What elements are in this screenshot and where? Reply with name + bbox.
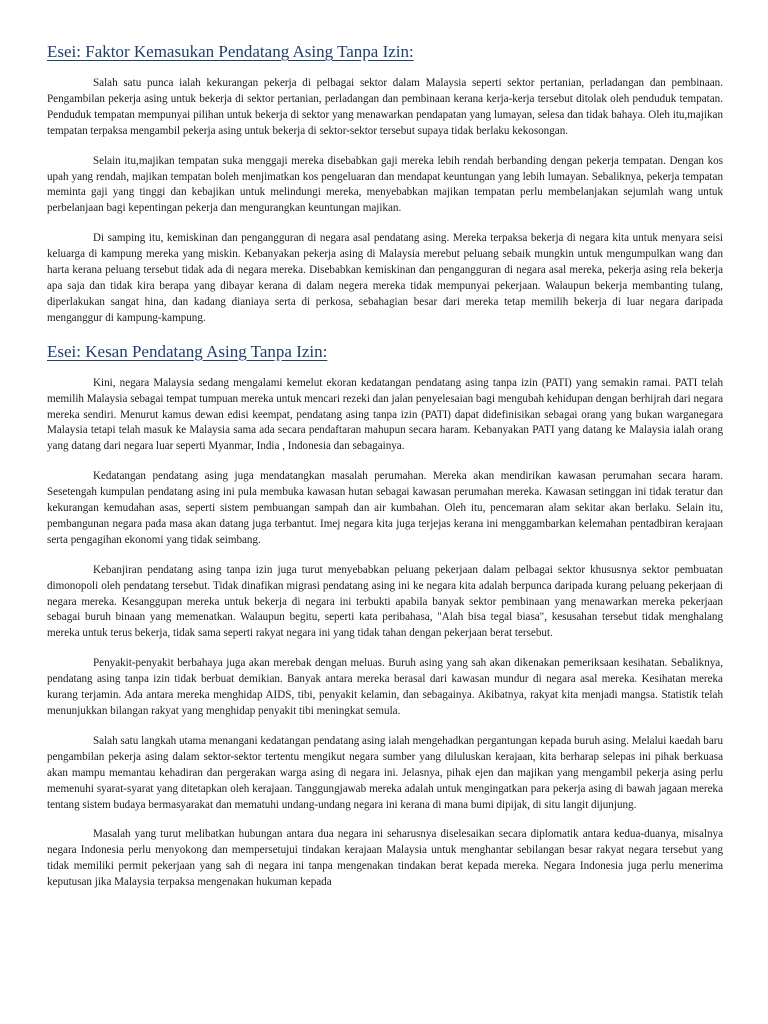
- paragraph: Salah satu punca ialah kekurangan pekerja di pelbagai sektor dalam Malaysia seperti sektor pertanian, perladangan dan pembinaan. Pengambilan pekerja asing untuk bekerja di sektor pertanian, perladangan dan pembinaan kerana kerja-kerja tersebut ditolak oleh penduduk tempatan. Penduduk tempatan mempunyai pilihan untuk bekerja di sektor yang menawarkan pendapatan yang lumayan, selesa dan tidak bahaya. Oleh itu,majikan tempatan terpaksa mengambil pekerja asing untuk bekerja di sektor-sektor tersebut supaya tidak berlaku kekosongan.: [47, 77, 723, 137]
- paragraph: Kebanjiran pendatang asing tanpa izin juga turut menyebabkan peluang pekerjaan dalam pelbagai sektor khususnya sektor pembuatan dimonopoli oleh pendatang tersebut. Tidak dinafikan migrasi pendatang asing ini ke negara kita adalah berpunca daripada kurang peluang pekerjaan di negara mereka. Kesanggupan mereka untuk bekerja di negara ini terbukti apabila banyak sektor pembinaan yang menawarkan mereka pekerjaan sebagai buruh binaan yang memenatkan. Walaupun begitu, seperti kata peribahasa, "Alah bisa tegal biasa", kesusahan tersebut tidak menghalang mereka untuk terus bekerja, tidak sama seperti rakyat negara ini yang tidak tahan dengan pekerjaan berat tersebut.: [47, 563, 723, 640]
- paragraph: Selain itu,majikan tempatan suka menggaji mereka disebabkan gaji mereka lebih rendah berbanding dengan pekerja tempatan. Dengan kos upah yang rendah, majikan tempatan boleh menjimatkan kos pengeluaran dan mendapat keuntungan yang lebih lumayan. Sebaliknya, pekerja tempatan meminta gaji yang tinggi dan kebajikan untuk melindungi mereka, menyebabkan majikan tempatan perlu membelanjakan sejumlah wang untuk perbelanjaan bagi kepentingan pekerja dan mengurangkan keuntungan majikan.: [47, 154, 723, 215]
- section-kesan: [47, 341, 723, 891]
- paragraph: Masalah yang turut melibatkan hubungan antara dua negara ini seharusnya diselesaikan secara diplomatik antara kedua-duanya, misalnya negara Indonesia perlu menyokong dan mempersetujui tindakan kerajaan Malaysia untuk menghantar sebilangan besar rakyat negara tersebut yang tidak memiliki permit pekerjaan yang sah di negara ini tanpa mengenakan tindakan berat kepada mereka. Negara Indonesia juga perlu menerima keputusan jika Malaysia terpaksa mengenakan hukuman kepada: [47, 828, 723, 889]
- paragraph: Kedatangan pendatang asing juga mendatangkan masalah perumahan. Mereka akan mendirikan kawasan perumahan secara haram. Sesetengah kumpulan pendatang asing ini pula membuka kawasan hutan sebagai kawasan perumahan mereka. Kawasan setinggan ini tidak teratur dan kekurangan kemudahan asas, seperti sistem pembuangan sampah dan air kumbahan. Oleh itu, pencemaran alam sekitar akan berlaku. Selain itu, pembangunan negara pada masa akan datang juga terbantut. Imej negara kita juga terjejas kerana ini menggambarkan kelemahan pentadbiran kerajaan serta pengagihan ekonomi yang tidak seimbang.: [47, 470, 723, 546]
- section-heading: Esei: Kesan Pendatang Asing Tanpa Izin:: [47, 341, 328, 361]
- paragraph: Salah satu langkah utama menangani kedatangan pendatang asing ialah mengehadkan pergantungan kepada buruh asing. Melalui kaedah baru pengambilan pekerja asing dalam sektor-sektor tertentu mengikut negara sumber yang diluluskan kerajaan, kita berharap selepas ini pihak berkuasa akan mampu memantau kehadiran dan pergerakan warga asing di negara ini. Jelasnya, pihak ejen dan majikan yang mengambil pekerja asing perlu memenuhi syarat-syarat yang ditetapkan oleh kerajaan. Tanggungjawab mereka adalah untuk mengingatkan para pekerja asing di bawah jagaan mereka tentang sistem budaya bermasyarakat dan mematuhi undang-undang negara ini kerana di mana bumi dipijak, di situ langit dijunjung.: [47, 734, 723, 811]
- paragraph: Di samping itu, kemiskinan dan pengangguran di negara asal pendatang asing. Mereka terpaksa bekerja di negara kita untuk menyara seisi keluarga di kampung mereka yang miskin. Kebanyakan pekerja asing di Malaysia merebut peluang sebaik mungkin untuk mengumpulkan wang dan harta kerana peluang tersebut tidak ada di negara mereka. Disebabkan kemiskinan dan pengangguran di negara asal mereka, pekerja asing rela bekerja apa saja dan tidak kira berapa yang dibayar kerana di dalam negera mereka tidak mempunyai pekerjaan. Walaupun bekerja membanting tulang, diperlakukan sangat hina, dan kadang dianiaya serta di perkosa, sebahagian besar dari mereka tetap memilih bekerja di luar negara daripada menganggur di kampung-kampung.: [47, 232, 723, 324]
- section-faktor: [47, 41, 723, 327]
- section-heading: Esei: Faktor Kemasukan Pendatang Asing Tanpa Izin:: [47, 42, 414, 61]
- paragraph: Penyakit-penyakit berbahaya juga akan merebak dengan meluas. Buruh asing yang sah akan dikenakan pemeriksaan kesihatan. Sebaliknya, pendatang asing tanpa izin tidak berbuat demikian. Banyak antara mereka berasal dari kawasan mundur di negara asal mereka. Kesihatan mereka kurang terjamin. Ada antara mereka menghidap AIDS, tibi, penyakit kelamin, dan sebagainya. Akibatnya, rakyat kita menjadi mangsa. Statistik telah menunjukkan bilangan rakyat yang menghidap penyakit tibi meningkat semula.: [47, 657, 723, 717]
- document-page: [47, 0, 723, 905]
- paragraph: Kini, negara Malaysia sedang mengalami kemelut ekoran kedatangan pendatang asing tanpa izin (PATI) yang semakin ramai. PATI telah memilih Malaysia sebagai tempat tumpuan mereka untuk mencari rezeki dan jalan penyelesaian bagi mengubah kehidupan dengan berhijrah dari negara mereka sendiri. Menurut kamus dewan edisi keempat, pendatang asing tanpa izin (PATI) dapat didefinisikan sebagai orang yang bukan warganegara Malaysia tetapi telah masuk ke Malaysia sama ada secara pendaftaran mahupun secara haram. Kebanyakan PATI yang datang ke Malaysia ialah orang yang datang dari negara luar seperti Myanmar, India , Indonesia dan sebagainya.: [47, 376, 723, 453]
